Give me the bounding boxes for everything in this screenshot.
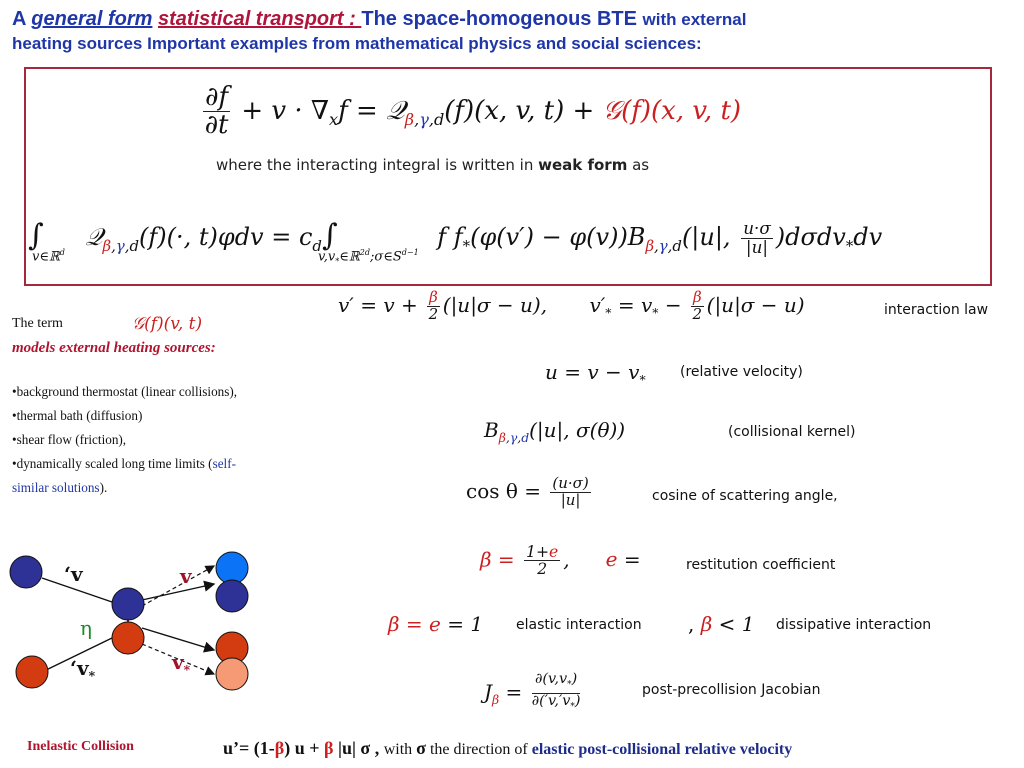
interaction-law-note: interaction law bbox=[884, 302, 989, 318]
eq2-frac-num: u·σ bbox=[743, 218, 771, 239]
eq2-gamma: γ bbox=[115, 236, 125, 255]
eq1-beta: β bbox=[404, 109, 415, 129]
bottom-with: with bbox=[383, 741, 417, 758]
list-item: •background thermostat (linear collisions), bbox=[12, 384, 238, 399]
heating-source-list bbox=[12, 380, 277, 500]
weak-text-b: weak form bbox=[538, 156, 628, 174]
vstar-post-v: v bbox=[172, 650, 184, 674]
cosine-note: cosine of scattering angle, bbox=[652, 488, 838, 504]
models-heading: models external heating sources: bbox=[12, 340, 216, 356]
int1-sup-d: d bbox=[59, 248, 65, 257]
law-a: v′ = v + bbox=[338, 292, 425, 317]
beta-den: 2 bbox=[537, 560, 548, 579]
particle-elastic-v bbox=[216, 552, 248, 584]
int2-sphere: ;σ∈S bbox=[369, 249, 402, 265]
eq2-b-comma-1: , bbox=[654, 236, 659, 255]
beta-num-e: e bbox=[549, 543, 559, 561]
heating-term: 𝒢(f)(v, t) bbox=[132, 314, 203, 334]
time-derivative bbox=[203, 84, 230, 140]
law-d-star: * bbox=[652, 304, 659, 320]
bottom-mid: ) u + bbox=[284, 738, 324, 758]
bte-equation bbox=[200, 84, 741, 140]
law-c: v′ bbox=[589, 292, 606, 317]
jac-j: J bbox=[484, 680, 493, 704]
weak-text-c: as bbox=[627, 156, 650, 174]
rel-star: * bbox=[639, 372, 646, 387]
post-arrow-vstar bbox=[142, 628, 214, 650]
particle-pre-v bbox=[10, 556, 42, 588]
title-line2: heating sources Important examples from mathematical physics and social sciences: bbox=[12, 34, 702, 53]
weak-form-equation bbox=[28, 218, 883, 266]
jacobian-note: post-precollision Jacobian bbox=[642, 682, 821, 698]
beta-e: e bbox=[605, 547, 618, 572]
kernel-beta: β bbox=[498, 430, 506, 445]
eq1-args: (f)(x, v, t) + bbox=[444, 95, 603, 126]
eq1-comma-1: , bbox=[414, 109, 420, 129]
jac-frac bbox=[532, 672, 581, 715]
relative-velocity-eq bbox=[545, 360, 646, 387]
int2-sub: v,v bbox=[317, 249, 336, 265]
bottom-sigma: σ bbox=[416, 738, 426, 758]
eq2-b-beta: β bbox=[645, 236, 655, 255]
eq2-body1: (f)(·, t)φdv = c bbox=[139, 223, 313, 251]
jac-num: ∂(v,v bbox=[534, 671, 568, 687]
eq2-frac-den: |u| bbox=[745, 237, 769, 257]
post-arrow-v bbox=[142, 584, 214, 600]
particle-elastic-vstar bbox=[216, 658, 248, 690]
eq1-gamma: γ bbox=[419, 109, 429, 129]
eq2-body5: (|u|, bbox=[681, 223, 739, 251]
label-v-pre: ‘v bbox=[64, 562, 83, 586]
cos-den: |u| bbox=[560, 490, 581, 509]
eq2-frac bbox=[741, 220, 773, 256]
title-bte: The space-homogenous BTE bbox=[361, 8, 643, 30]
eq1-num: ∂f bbox=[205, 82, 229, 112]
kernel-gamma: γ bbox=[509, 430, 518, 445]
bottom-direction: the direction of bbox=[425, 741, 532, 758]
elastic-rest: = 1 bbox=[440, 612, 484, 636]
dissipative-note: dissipative interaction bbox=[776, 617, 932, 633]
eq2-comma-1: , bbox=[111, 236, 116, 255]
int2-glyph: ∫ bbox=[321, 218, 338, 253]
title-prefix: A bbox=[12, 8, 32, 30]
particle-collide-v bbox=[112, 588, 144, 620]
bottom-u-prime: u’= (1- bbox=[223, 738, 275, 758]
beta-frac bbox=[524, 544, 560, 578]
law-frac-2 bbox=[691, 290, 704, 323]
jac-den: ∂(′v,′v bbox=[531, 693, 571, 709]
relative-velocity-note: (relative velocity) bbox=[680, 364, 803, 380]
law-frac2-den: 2 bbox=[692, 304, 703, 323]
page-title bbox=[12, 6, 1012, 55]
eq2-b-gamma: γ bbox=[658, 236, 668, 255]
eq2-body6: )dσdv bbox=[775, 223, 846, 251]
eq2-d: d bbox=[129, 236, 140, 255]
int1-glyph: ∫ bbox=[28, 218, 44, 253]
collision-kernel-note: (collisional kernel) bbox=[728, 424, 856, 440]
int2-domain bbox=[318, 248, 419, 266]
beta-num-a: 1+ bbox=[526, 543, 550, 561]
law-frac-1 bbox=[427, 290, 440, 323]
eq2-q: 𝒬 bbox=[85, 223, 103, 251]
rel-eq: u = v − v bbox=[545, 360, 640, 384]
beta-comma: , bbox=[563, 547, 570, 572]
beta-eq: = bbox=[617, 547, 641, 572]
cos-frac bbox=[550, 476, 590, 509]
jac-eq: = bbox=[499, 680, 529, 704]
eq1-den: ∂t bbox=[204, 110, 229, 141]
kernel-d: d bbox=[521, 430, 530, 445]
kernel-args: (|u|, σ(θ)) bbox=[529, 418, 626, 442]
list-item bbox=[12, 452, 277, 500]
collision-diagram bbox=[0, 540, 260, 710]
cosine-eq bbox=[466, 476, 594, 509]
int2-dm1: d−1 bbox=[401, 248, 419, 257]
eq1-d: d bbox=[433, 109, 445, 129]
bottom-beta1: β bbox=[274, 738, 285, 758]
beta-def-eq bbox=[480, 544, 641, 578]
law-f: (|u|σ − u) bbox=[706, 292, 805, 317]
eq2-body3: f f bbox=[437, 223, 463, 251]
list-item-text: •dynamically scaled long time limits ( bbox=[12, 456, 213, 471]
kernel-comma-1: , bbox=[505, 430, 510, 445]
title-statistical-transport: statistical transport bbox=[157, 8, 344, 30]
list-item-close: ). bbox=[99, 480, 108, 495]
inelastic-collision-caption: Inelastic Collision bbox=[27, 739, 134, 754]
bottom-abs-u: |u| σ , bbox=[333, 738, 384, 758]
integral-sign-1 bbox=[28, 218, 65, 265]
jac-beta: β bbox=[492, 692, 500, 707]
elastic-lhs: β = bbox=[388, 612, 430, 636]
collision-kernel-eq bbox=[484, 418, 625, 445]
label-v-post: v bbox=[180, 564, 192, 588]
vstar-pre-star: * bbox=[88, 668, 96, 683]
the-term-label: The term bbox=[12, 316, 63, 331]
jac-num-close: ) bbox=[571, 671, 578, 687]
cos-lhs: cos θ = bbox=[466, 478, 542, 503]
title-general-form: general form bbox=[31, 8, 153, 30]
eq1-x-sub: x bbox=[329, 109, 339, 129]
weak-form-text bbox=[216, 156, 649, 174]
title-colon: : bbox=[343, 8, 362, 30]
eq2-b-d: d bbox=[672, 236, 682, 255]
int2-star: * bbox=[335, 256, 340, 266]
eq2-body7: dv bbox=[853, 223, 883, 251]
int2-in-r: ∈ℝ bbox=[339, 249, 360, 265]
elastic-note: elastic interaction bbox=[516, 617, 642, 633]
elastic-e: e bbox=[429, 612, 441, 636]
law-frac1-den: 2 bbox=[428, 304, 439, 323]
cos-num: (u·σ) bbox=[552, 474, 589, 492]
self-similar-link-a: self- bbox=[212, 456, 236, 471]
particle-collide-vstar bbox=[112, 622, 144, 654]
eq2-body4: (φ(v′) − φ(v))B bbox=[470, 223, 646, 251]
particle-post-v bbox=[216, 580, 248, 612]
restitution-note: restitution coefficient bbox=[686, 557, 836, 573]
self-similar-link-b: similar solutions bbox=[12, 480, 100, 495]
title-with-external: with external bbox=[642, 10, 747, 29]
eq1-middle: + v · ∇ bbox=[233, 95, 330, 126]
jac-den-star: * bbox=[570, 701, 575, 712]
kernel-b: B bbox=[484, 418, 499, 442]
law-d: = v bbox=[611, 292, 653, 317]
bottom-elastic-velocity: elastic post-collisional relative velocity bbox=[531, 741, 793, 758]
law-c-star: * bbox=[605, 304, 612, 320]
bottom-beta2: β bbox=[324, 738, 334, 758]
diss-beta: β bbox=[700, 612, 713, 636]
list-item: •thermal bath (diffusion) bbox=[12, 408, 143, 423]
diss-lt: < 1 bbox=[712, 612, 755, 636]
label-vstar-pre bbox=[70, 656, 95, 683]
law-frac1-num: β bbox=[429, 288, 438, 306]
elastic-eq bbox=[388, 612, 483, 636]
law-frac2-num: β bbox=[692, 288, 702, 306]
eq1-f-eq: f = 𝒬 bbox=[338, 95, 405, 126]
int1-domain bbox=[32, 248, 65, 264]
beta-lhs: β = bbox=[480, 547, 522, 572]
int2-2d: 2d bbox=[359, 248, 370, 257]
eq1-comma-2: , bbox=[428, 109, 434, 129]
particle-pre-vstar bbox=[16, 656, 48, 688]
elastic-sep: , bbox=[688, 612, 701, 636]
label-eta: η bbox=[80, 616, 92, 640]
label-vstar-post bbox=[172, 650, 190, 677]
vstar-post-star: * bbox=[183, 662, 191, 677]
jac-den-close: ) bbox=[574, 693, 581, 709]
vstar-pre-v: ‘v bbox=[70, 656, 89, 680]
int1-sub: v∈ℝ bbox=[32, 249, 60, 265]
kernel-comma-2: , bbox=[517, 430, 522, 445]
jac-num-star: * bbox=[567, 679, 572, 690]
dissipative-eq bbox=[688, 612, 754, 636]
law-e: − bbox=[658, 292, 688, 317]
interaction-law bbox=[338, 290, 805, 323]
list-item: •shear flow (friction), bbox=[12, 432, 127, 447]
eq2-c-sub: d bbox=[312, 236, 322, 255]
eq2-fstar: * bbox=[462, 236, 471, 255]
jacobian-eq bbox=[484, 672, 583, 715]
eq2-comma-2: , bbox=[124, 236, 130, 255]
weak-text-a: where the interacting integral is written in bbox=[216, 156, 539, 174]
law-b: (|u|σ − u), bbox=[442, 292, 548, 317]
post-collision-formula bbox=[223, 738, 792, 759]
eq2-dvstar: * bbox=[845, 236, 854, 255]
eq1-heating-term: 𝒢(f)(x, v, t) bbox=[602, 95, 742, 126]
eq2-beta: β bbox=[102, 236, 112, 255]
eq2-b-comma-2: , bbox=[667, 236, 673, 255]
